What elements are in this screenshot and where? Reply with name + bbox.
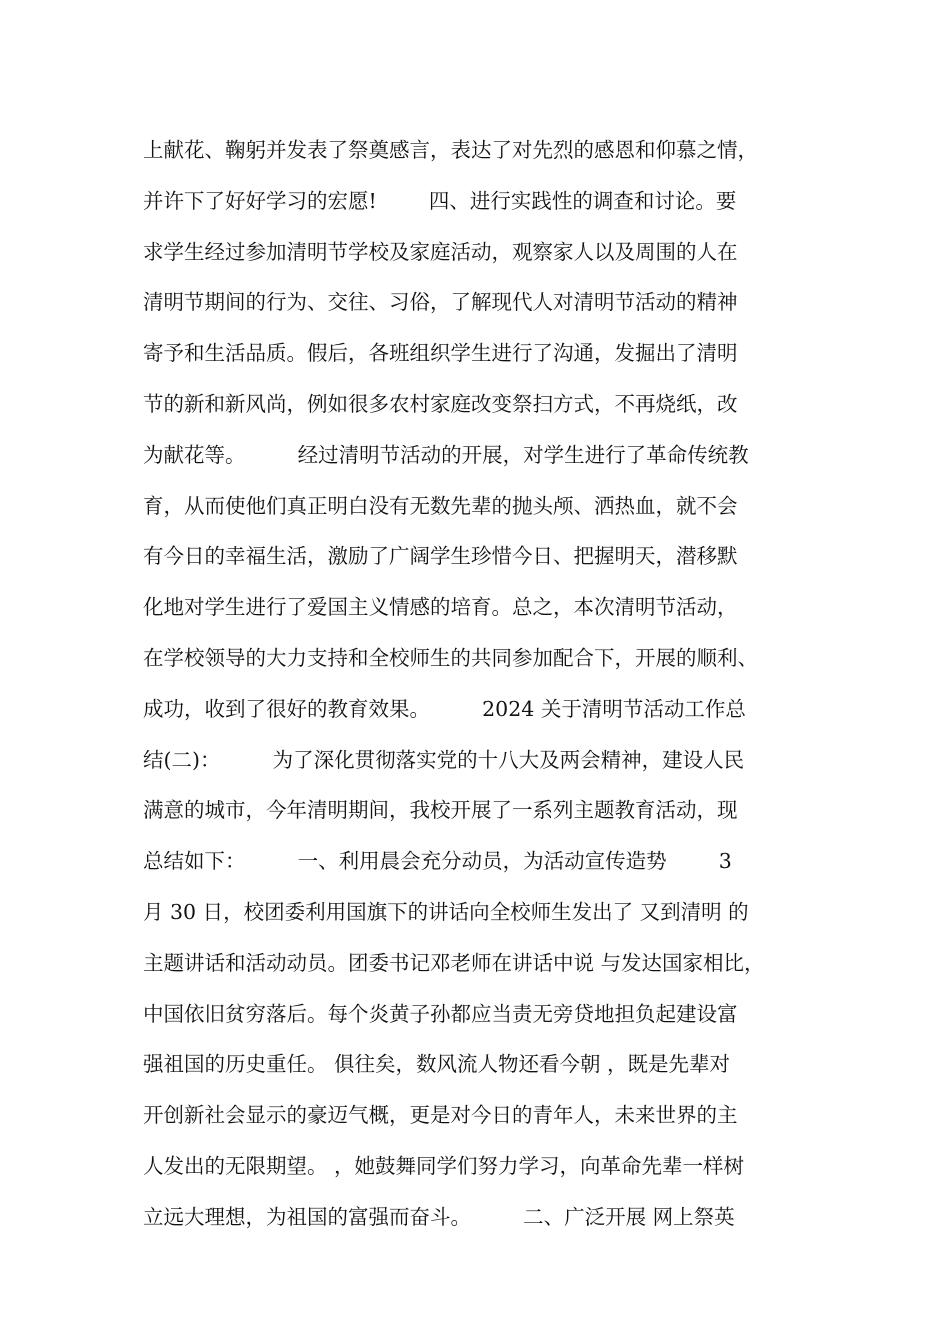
text-line-6: 节的新和新风尚，例如很多农村家庭改变祭扫方式，不再烧纸，改 xyxy=(143,391,738,416)
text-line-20: 开创新社会显示的豪迈气概，更是对今日的青年人，未来世界的主 xyxy=(143,1103,738,1128)
text-line-15: 总结如下： 一、利用晨会充分动员，为活动宣传造势 3 xyxy=(143,849,732,874)
text-line-9: 有今日的幸福生活，激励了广阔学生珍惜今日、把握明天，潜移默 xyxy=(143,544,738,569)
text-line-3: 求学生经过参加清明节学校及家庭活动，观察家人以及周围的人在 xyxy=(143,239,738,264)
text-line-17: 主题讲话和活动动员。团委书记邓老师在讲话中说 与发达国家相比， xyxy=(143,950,765,975)
text-line-11: 在学校领导的大力支持和全校师生的共同参加配合下，开展的顺利、 xyxy=(143,645,758,670)
text-line-5: 寄予和生活品质。假后，各班组织学生进行了沟通，发掘出了清明 xyxy=(143,341,738,366)
text-line-1: 上献花、鞠躬并发表了祭奠感言，表达了对先烈的感恩和仰慕之情， xyxy=(143,138,758,162)
text-line-19: 强祖国的历史重任。 俱往矣，数风流人物还看今朝 ，既是先辈对 xyxy=(143,1052,731,1077)
text-line-2: 并许下了好好学习的宏愿! 四、进行实践性的调查和讨论。要 xyxy=(143,188,737,213)
body-text xyxy=(143,125,843,1243)
text-line-16: 月 30 日，校团委利用国旗下的讲话向全校师生发出了 又到清明 的 xyxy=(143,899,749,924)
text-line-13: 结(二)： 为了深化贯彻落实党的十八大及两会精神，建设人民 xyxy=(143,747,745,772)
text-line-7: 为献花等。 经过清明节活动的开展，对学生进行了革命传统教 xyxy=(143,442,749,467)
text-line-22: 立远大理想，为祖国的富强而奋斗。 二、广泛开展 网上祭英 xyxy=(143,1204,735,1229)
text-line-12: 成功，收到了很好的教育效果。 2024 关于清明节活动工作总 xyxy=(143,696,746,721)
text-line-14: 满意的城市，今年清明期间，我校开展了一系列主题教育活动，现 xyxy=(143,798,738,823)
text-line-8: 育，从而使他们真正明白没有无数先辈的抛头颅、洒热血，就不会 xyxy=(143,493,738,518)
text-line-21: 人发出的无限期望。 ，她鼓舞同学们努力学习，向革命先辈一样树 xyxy=(143,1153,745,1178)
text-line-4: 清明节期间的行为、交往、习俗，了解现代人对清明节活动的精神 xyxy=(143,290,738,315)
text-line-10: 化地对学生进行了爱国主义情感的培育。总之，本次清明节活动， xyxy=(143,595,738,620)
text-line-18: 中国依旧贫穷落后。每个炎黄子孙都应当责无旁贷地担负起建设富 xyxy=(143,1001,738,1026)
